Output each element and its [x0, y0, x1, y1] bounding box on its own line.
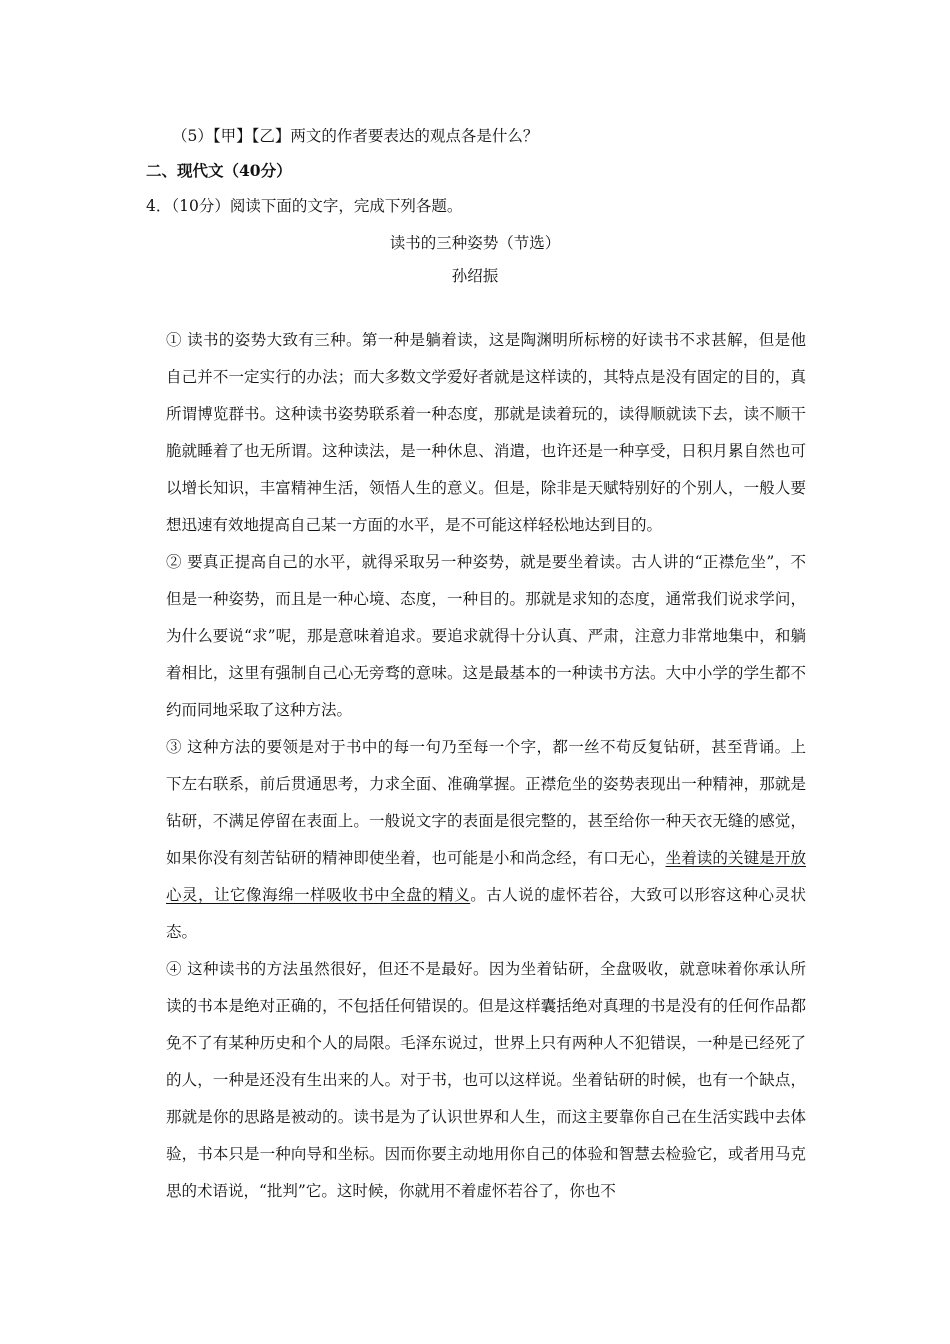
article-title: 读书的三种姿势（节选）: [389, 234, 561, 252]
paragraph-3-text-a: ③ 这种方法的要领是对于书中的每一句乃至每一个字，都一丝不苟反复钻研，甚至背诵。上下左右联系，前后贯通思考，力求全面、准确掌握。正襟危坐的姿势表现出一种精神，那就是钻研，不满足停留在表面上。一般说文字的表面是很完整的，甚至给你一种天衣无缝的感觉，如果你没有刻苦钻研的精神即使坐着，也可能是小和尚念经，有口无心，: [166, 738, 806, 867]
question-5: （5）【甲】【乙】两文的作者要表达的观点各是什么？: [172, 127, 539, 145]
underlined-sentence: 坐着读的关键是开放心灵，让它像海绵一样吸收书中全盘的精义: [166, 849, 806, 904]
paragraph-2: ② 要真正提高自己的水平，就得采取另一种姿势，就是要坐着读。古人讲的“正襟危坐”，不但是一种姿势，而且是一种心境、态度，一种目的。那就是求知的态度，通常我们说求学问，为什么要说“求”呢，那是意味着追求。要追求就得十分认真、严肃，注意力非常地集中，和躺着相比，这里有强制自己心无旁骛的意味。这是最基本的一种读书方法。大中小学的学生都不约而同地采取了这种方法。: [166, 553, 806, 719]
paragraph-4: ④ 这种读书的方法虽然很好，但还不是最好。因为坐着钻研，全盘吸收，就意味着你承认所读的书本是绝对正确的，不包括任何错误的。但是这样囊括绝对真理的书是没有的任何作品都免不了有某种历史和个人的局限。毛泽东说过，世界上只有两种人不犯错误，一种是已经死了的人，一种是还没有生出来的人。对于书，也可以这样说。坐着钻研的时候，也有一个缺点，那就是你的思路是被动的。读书是为了认识世界和人生，而这主要靠你自己在生活实践中去体验，书本只是一种向导和坐标。因而你要主动地用你自己的体验和智慧去检验它，或者用马克思的术语说，“批判”它。这时候，你就用不着虚怀若谷了，你也不: [166, 960, 806, 1200]
article-author: 孙绍振: [451, 267, 499, 285]
paragraph-1: ① 读书的姿势大致有三种。第一种是躺着读，这是陶渊明所标榜的好读书不求甚解，但是他自己并不一定实行的办法；而大多数文学爱好者就是这样读的，其特点是没有固定的目的，真所谓博览群书。这种读书姿势联系着一种态度，那就是读着玩的，读得顺就读下去，读不顺干脆就睡着了也无所谓。这种读法，是一种休息、消遣，也许还是一种享受，日积月累自然也可以增长知识，丰富精神生活，领悟人生的意义。但是，除非是天赋特别好的个别人，一般人要想迅速有效地提高自己某一方面的水平，是不可能这样轻松地达到目的。: [166, 331, 806, 534]
paragraph-3-text-b: 。古人说的虚怀若谷，大致可以形容这种心灵状态。: [166, 886, 806, 941]
section-title: 二、现代文（40分）: [146, 161, 292, 180]
paragraph-3: [166, 729, 806, 951]
question-4: 4．（10分）阅读下面的文字，完成下列各题。: [146, 197, 463, 215]
article-body: [166, 322, 806, 1210]
